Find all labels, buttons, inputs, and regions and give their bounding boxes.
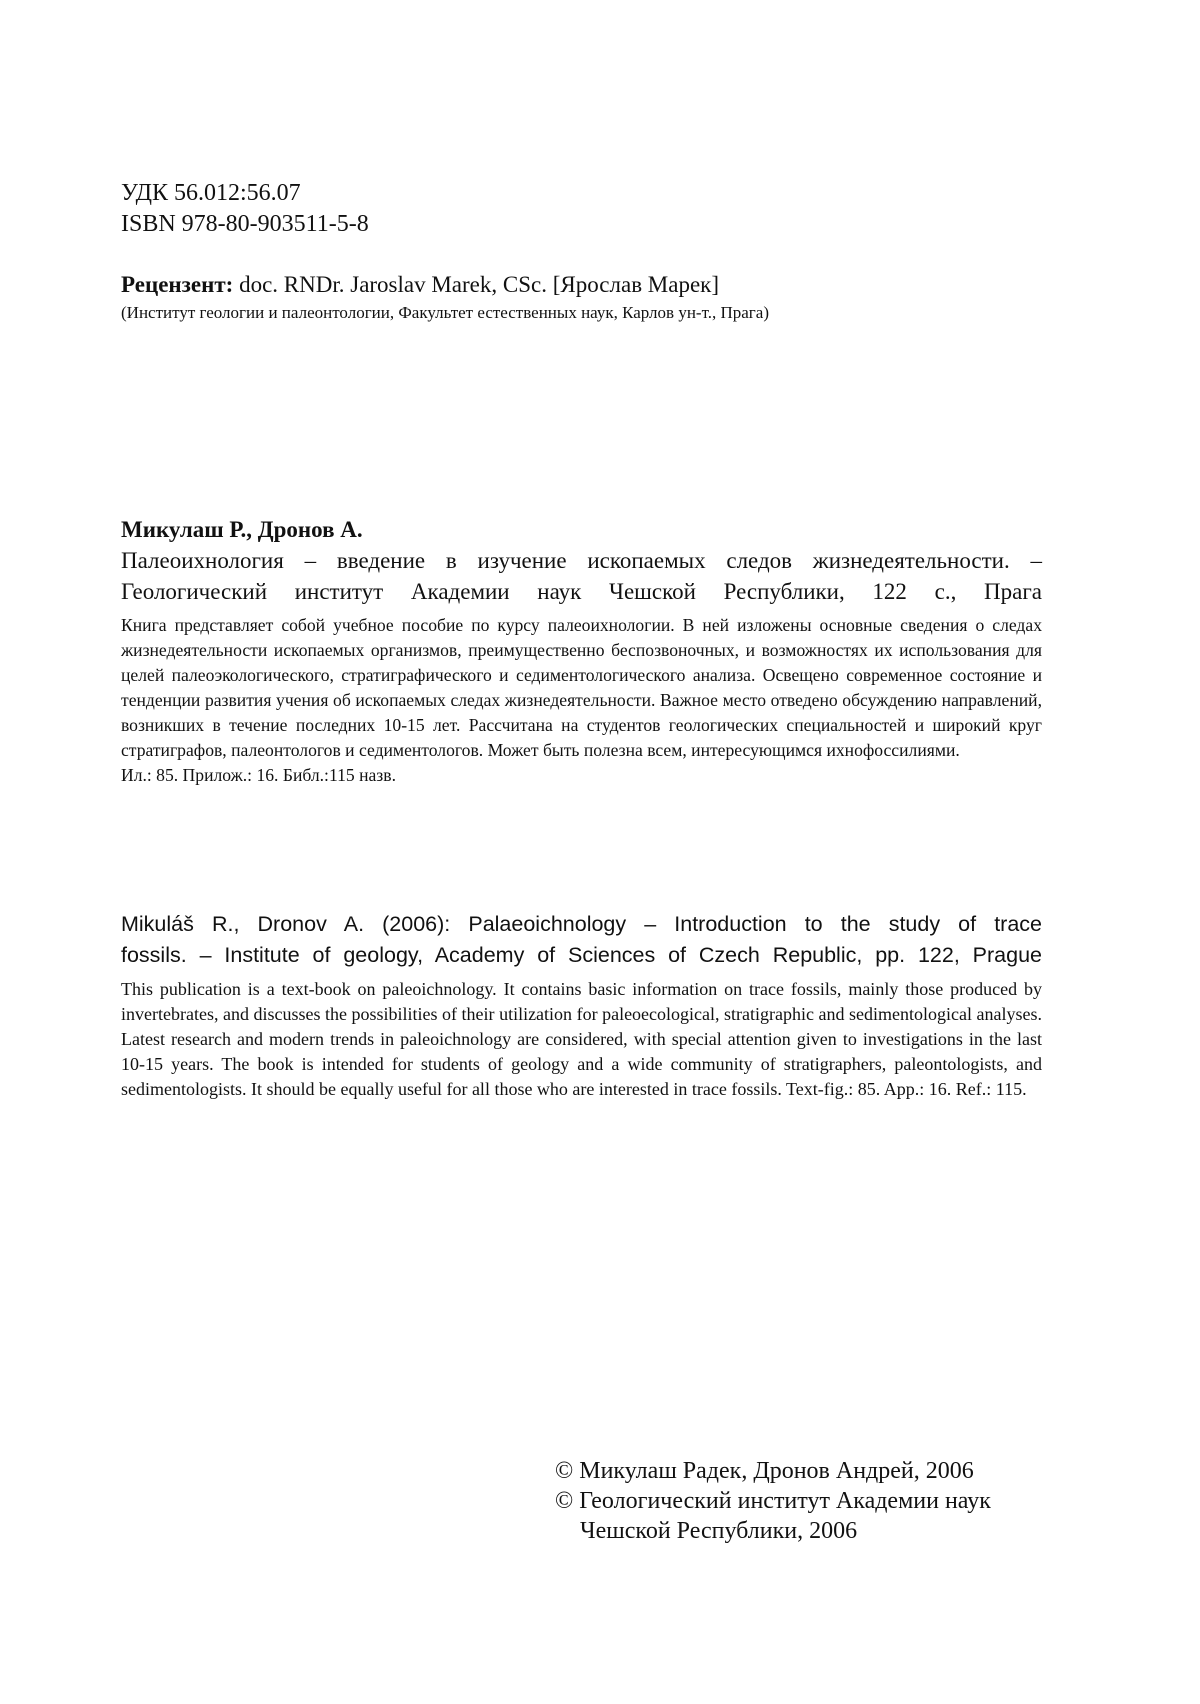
reviewer-affiliation: (Институт геологии и палеонтологии, Факультет естественных наук, Карлов ун-т., Прага) <box>121 300 1042 326</box>
catalog-codes <box>121 178 1042 240</box>
en-title-line-2: fossils. – Institute of geology, Academy of Sciences of Czech Republic, pp. 122, Prague <box>121 940 1042 971</box>
ru-abstract: Книга представляет собой учебное пособие по курсу палеоихнологии. В ней изложены основные сведения о следах жизнедеятельности ископаемых организмов, преимущественно беспозвоночных, и возможностях их использования для целей палеоэкологического, стратиграфического и седиментологического анализа. Освещено современное состояние и тенденции развития учения об ископаемых следах жизнедеятельности. Важное место отведено обсуждению направлений, возникших в течение последних 10-15 лет. Рассчитана на студентов геологических специальностей и широкий круг стратиграфов, палеонтологов и седиментологов. Может быть полезна всем, интересующимся ихнофоссилиями. <box>121 613 1042 763</box>
en-title-line-1: Mikuláš R., Dronov A. (2006): Palaeoichnology – Introduction to the study of trace <box>121 909 1042 940</box>
copyright-institute-cont: Чешской Республики, 2006 <box>555 1516 991 1546</box>
isbn-code: ISBN 978-80-903511-5-8 <box>121 209 1042 240</box>
ru-stats: Ил.: 85. Прилож.: 16. Библ.:115 назв. <box>121 763 1042 788</box>
russian-annotation <box>121 514 1042 788</box>
ru-authors: Микулаш Р., Дронов А. <box>121 514 1042 545</box>
english-annotation <box>121 909 1042 1102</box>
copyright-institute: © Геологический институт Академии наук <box>555 1486 991 1516</box>
ru-title-line-1: Палеоихнология – введение в изучение ископаемых следов жизнедеятельности. – <box>121 545 1042 576</box>
udk-code: УДК 56.012:56.07 <box>121 178 1042 209</box>
reviewer-line <box>121 270 1042 300</box>
reviewer-label: Рецензент: <box>121 272 233 297</box>
en-abstract: This publication is a text-book on paleoichnology. It contains basic information on trace fossils, mainly those produced by invertebrates, and discusses the possibilities of their utilization for paleoecological, stratigraphic and sedimentological analyses. Latest research and modern trends in paleoichnology are considered, with special attention given to investigations in the last 10-15 years. The book is intended for students of geology and a wide community of stratigraphers, paleontologists, and sedimentologists. It should be equally useful for all those who are interested in trace fossils. Text-fig.: 85. App.: 16. Ref.: 115. <box>121 977 1042 1102</box>
copyright-block <box>555 1456 991 1546</box>
ru-title-line-2: Геологический институт Академии наук Чешской Республики, 122 с., Прага <box>121 576 1042 607</box>
reviewer-name: doc. RNDr. Jaroslav Marek, CSc. [Ярослав Марек] <box>233 272 719 297</box>
reviewer-section <box>121 270 1042 326</box>
copyright-authors: © Микулаш Радек, Дронов Андрей, 2006 <box>555 1456 991 1486</box>
